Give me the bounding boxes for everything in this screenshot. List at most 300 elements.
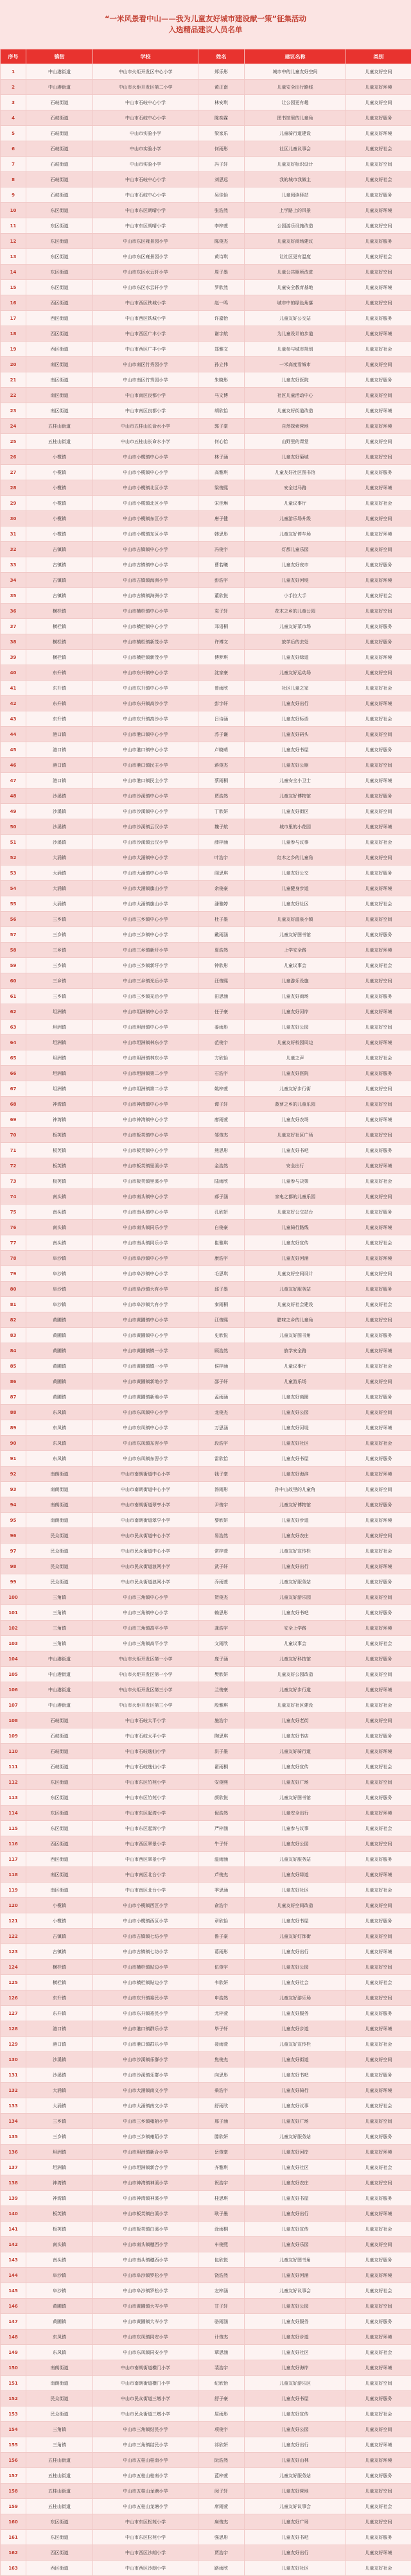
cell-index: 162 — [1, 2545, 26, 2561]
table-row — [1, 2376, 411, 2391]
table-row — [1, 234, 411, 249]
cell-name: 麻俊杰 — [198, 2514, 245, 2530]
cell-name: 路雨欣 — [198, 2561, 245, 2576]
cell-name: 潘雅婷 — [198, 896, 245, 912]
cell-town: 南朗街道 — [26, 2360, 93, 2376]
cell-town: 大涌镇 — [26, 850, 93, 866]
cell-category: 儿童友好空间 — [346, 1836, 411, 1852]
table-row — [1, 804, 411, 819]
cell-school: 中山市实验小学 — [93, 157, 198, 172]
table-row — [1, 1389, 411, 1405]
cell-category: 儿童友好服务 — [346, 1790, 411, 1806]
cell-proposal: 一米高度看城市 — [245, 357, 346, 372]
cell-category: 儿童友好社会 — [346, 2037, 411, 2052]
table-row — [1, 172, 411, 187]
cell-name: 黄正南 — [198, 80, 245, 95]
cell-school: 中山市沙溪镇中心小学 — [93, 788, 198, 804]
cell-index: 88 — [1, 1405, 26, 1420]
cell-proposal: 儿童友好书吧 — [245, 2530, 346, 2545]
cell-town: 三乡镇 — [26, 973, 93, 989]
cell-index: 38 — [1, 634, 26, 650]
cell-town: 黄圃镇 — [26, 1374, 93, 1389]
cell-proposal: 儿童友好出行 — [245, 2545, 346, 2561]
table-row — [1, 419, 411, 434]
cell-proposal: 儿童友好步道 — [245, 2329, 346, 2345]
cell-school: 中山市黄圃镇中心小学 — [93, 1312, 198, 1328]
cell-name: 钱子豪 — [198, 1466, 245, 1482]
cell-school: 中山市南区竹秀园小学 — [93, 372, 198, 388]
cell-name: 邓语桐 — [198, 619, 245, 634]
cell-name: 曹若曦 — [198, 557, 245, 573]
cell-name: 梁俊熙 — [198, 480, 245, 496]
table-row — [1, 1929, 411, 1944]
cell-index: 43 — [1, 711, 26, 727]
table-row — [1, 1728, 411, 1744]
table-row — [1, 1436, 411, 1451]
table-row — [1, 1806, 411, 1821]
cell-proposal: 我的城市我做主 — [245, 172, 346, 187]
cell-proposal: 儿童友好议事会 — [245, 2283, 346, 2299]
cell-name: 孟雨涵 — [198, 1389, 245, 1405]
cell-proposal: 儿童友好书吧 — [245, 2067, 346, 2083]
cell-school: 中山市小榄镇中心小学 — [93, 465, 198, 480]
cell-town: 民众街道 — [26, 2391, 93, 2406]
cell-town: 南朗街道 — [26, 1466, 93, 1482]
table-row — [1, 342, 411, 357]
cell-town: 三角镇 — [26, 2437, 93, 2453]
cell-school: 中山市横栏镇中心小学 — [93, 604, 198, 619]
cell-category: 儿童友好空间 — [346, 804, 411, 819]
cell-category: 儿童友好空间 — [346, 1097, 411, 1112]
cell-proposal: 儿童友好社区广场 — [245, 1127, 346, 1143]
cell-town: 小榄镇 — [26, 1898, 93, 1913]
table-row — [1, 1097, 411, 1112]
cell-name: 何雨彤 — [198, 141, 245, 157]
cell-proposal: 儿童友好服务站 — [245, 1282, 346, 1297]
cell-category: 儿童友好社会 — [346, 1975, 411, 1990]
cell-school: 中山市东凤镇东罟小学 — [93, 1451, 198, 1466]
table-row — [1, 1035, 411, 1050]
cell-town: 东区街道 — [26, 218, 93, 234]
cell-town: 坦洲镇 — [26, 2145, 93, 2160]
cell-index: 138 — [1, 2175, 26, 2191]
cell-name: 文雨欣 — [198, 1636, 245, 1651]
cell-town: 三角镇 — [26, 2422, 93, 2437]
cell-name: 陈奕霖 — [198, 110, 245, 126]
cell-category: 儿童友好社会 — [346, 141, 411, 157]
cell-proposal: 儿童友好海滨 — [245, 1466, 346, 1482]
cell-proposal: 儿童游乐场 — [245, 1374, 346, 1389]
cell-category: 儿童友好空间 — [346, 1775, 411, 1790]
table-row — [1, 1497, 411, 1513]
results-table — [0, 49, 411, 2576]
table-row — [1, 665, 411, 681]
cell-category: 儿童友好环境 — [346, 1420, 411, 1436]
table-row — [1, 1605, 411, 1621]
cell-index: 156 — [1, 2453, 26, 2468]
cell-index: 124 — [1, 1960, 26, 1975]
cell-category: 儿童友好环境 — [346, 2329, 411, 2345]
cell-index: 140 — [1, 2206, 26, 2222]
table-row — [1, 1158, 411, 1174]
cell-category: 儿童友好社会 — [346, 342, 411, 357]
cell-index: 97 — [1, 1544, 26, 1559]
cell-index: 63 — [1, 1020, 26, 1035]
cell-school: 中山市东凤镇中心小学 — [93, 1405, 198, 1420]
cell-index: 119 — [1, 1883, 26, 1898]
cell-proposal: 儿童友好街区 — [245, 804, 346, 819]
cell-category: 儿童友好空间 — [346, 295, 411, 311]
cell-category: 儿童友好社会 — [346, 958, 411, 973]
cell-index: 70 — [1, 1127, 26, 1143]
cell-town: 南头镇 — [26, 1235, 93, 1251]
cell-town: 东升镇 — [26, 1990, 93, 2006]
document-title — [0, 0, 411, 49]
cell-name: 赖思彤 — [198, 1605, 245, 1621]
cell-name: 阎思琪 — [198, 866, 245, 881]
cell-proposal: 儿童参与城市规划 — [245, 342, 346, 357]
cell-proposal: 让公园更有趣 — [245, 95, 346, 110]
cell-proposal: 儿童友好服务 — [245, 2006, 346, 2021]
table-row — [1, 64, 411, 80]
cell-category: 儿童友好空间 — [346, 1713, 411, 1728]
cell-index: 2 — [1, 80, 26, 95]
cell-category: 儿童友好服务 — [346, 2006, 411, 2021]
table-row — [1, 480, 411, 496]
cell-name: 陶思琪 — [198, 1728, 245, 1744]
cell-school: 中山市沙溪镇乐群小学 — [93, 2052, 198, 2067]
cell-proposal: 儿童友好服务站 — [245, 2129, 346, 2145]
cell-town: 石岐街道 — [26, 126, 93, 141]
cell-name: 强思彤 — [198, 2530, 245, 2545]
cell-category: 儿童友好环境 — [346, 696, 411, 711]
cell-name: 焦俊杰 — [198, 2052, 245, 2067]
cell-category: 儿童友好社会 — [346, 2160, 411, 2175]
cell-name: 章欣怡 — [198, 1913, 245, 1929]
cell-town: 南头镇 — [26, 2237, 93, 2252]
cell-name: 高雅琪 — [198, 465, 245, 480]
cell-town: 石岐街道 — [26, 110, 93, 126]
cell-category: 儿童友好空间 — [346, 1312, 411, 1328]
cell-category: 儿童友好环境 — [346, 1035, 411, 1050]
cell-town: 古镇镇 — [26, 1929, 93, 1944]
cell-proposal: 儿童友好商圈 — [245, 1389, 346, 1405]
cell-category: 儿童友好服务 — [346, 2530, 411, 2545]
cell-category: 儿童友好服务 — [346, 1282, 411, 1297]
cell-name: 涂雨桐 — [198, 2222, 245, 2237]
cell-index: 118 — [1, 1867, 26, 1883]
cell-index: 67 — [1, 1081, 26, 1097]
table-row — [1, 2561, 411, 2576]
cell-index: 157 — [1, 2468, 26, 2484]
cell-town: 石岐街道 — [26, 141, 93, 157]
cell-name: 李梓萱 — [198, 218, 245, 234]
cell-town: 小榄镇 — [26, 527, 93, 542]
cell-category: 儿童友好环境 — [346, 1513, 411, 1528]
cell-category: 儿童友好社会 — [346, 172, 411, 187]
table-row — [1, 1913, 411, 1929]
cell-school: 中山市火炬开发区第一小学 — [93, 1651, 198, 1667]
cell-proposal: 儿童友好书屋 — [245, 2391, 346, 2406]
cell-name: 董欣悦 — [198, 588, 245, 604]
table-row — [1, 2237, 411, 2252]
table-row — [1, 1790, 411, 1806]
cell-index: 145 — [1, 2283, 26, 2299]
cell-index: 87 — [1, 1389, 26, 1405]
cell-school: 中山市坦洲镇新合小学 — [93, 2145, 198, 2160]
cell-school: 中山市三角镇中心小学 — [93, 1590, 198, 1605]
cell-index: 7 — [1, 157, 26, 172]
cell-index: 44 — [1, 727, 26, 742]
cell-category: 儿童友好环境 — [346, 2437, 411, 2453]
cell-category: 儿童友好环境 — [346, 1220, 411, 1235]
table-row — [1, 1867, 411, 1883]
cell-name: 史欣悦 — [198, 1328, 245, 1343]
cell-school: 中山市小榄镇西区小学 — [93, 1913, 198, 1929]
cell-index: 35 — [1, 588, 26, 604]
cell-name: 甘子轩 — [198, 2299, 245, 2314]
table-row — [1, 2360, 411, 2376]
cell-school: 中山市东区雍景园小学 — [93, 234, 198, 249]
cell-category: 儿童友好服务 — [346, 788, 411, 804]
table-row — [1, 187, 411, 203]
cell-proposal: 儿童之声 — [245, 1050, 346, 1066]
cell-proposal: 安全出行 — [245, 1158, 346, 1174]
cell-proposal: 山野里的课堂 — [245, 434, 346, 449]
table-body — [1, 64, 411, 2576]
cell-index: 161 — [1, 2530, 26, 2545]
table-row — [1, 1513, 411, 1528]
cell-proposal: 儿童友好图书角 — [245, 2252, 346, 2268]
cell-index: 41 — [1, 681, 26, 696]
cell-index: 89 — [1, 1420, 26, 1436]
table-row — [1, 573, 411, 588]
cell-index: 148 — [1, 2329, 26, 2345]
cell-index: 37 — [1, 619, 26, 634]
cell-school: 中山市石岐太平小学 — [93, 1728, 198, 1744]
cell-town: 东升镇 — [26, 696, 93, 711]
cell-school: 中山市南区良都小学 — [93, 388, 198, 403]
cell-category: 儿童友好环境 — [346, 1112, 411, 1127]
cell-name: 向思彤 — [198, 2067, 245, 2083]
cell-name: 蓝梓萱 — [198, 2468, 245, 2484]
cell-proposal: 儿童友好广场 — [245, 1775, 346, 1790]
cell-category: 儿童友好空间 — [346, 1374, 411, 1389]
cell-category: 儿童友好环境 — [346, 1682, 411, 1698]
cell-school: 中山市五桂山长命水小学 — [93, 419, 198, 434]
cell-school: 中山市沙溪镇中心小学 — [93, 804, 198, 819]
cell-index: 126 — [1, 1990, 26, 2006]
table-row — [1, 141, 411, 157]
cell-town: 南区街道 — [26, 1867, 93, 1883]
cell-town: 东区街道 — [26, 203, 93, 218]
cell-town: 黄圃镇 — [26, 1343, 93, 1359]
cell-proposal: 图书馆里的儿童角 — [245, 110, 346, 126]
cell-name: 杜子墨 — [198, 912, 245, 927]
cell-proposal: 儿童友好河堤 — [245, 1420, 346, 1436]
table-row — [1, 2545, 411, 2561]
cell-town: 石岐街道 — [26, 157, 93, 172]
cell-proposal: 儿童安全出行路线 — [245, 80, 346, 95]
cell-town: 黄圃镇 — [26, 2299, 93, 2314]
cell-proposal: 儿童友好社区 — [245, 2160, 346, 2175]
cell-index: 59 — [1, 958, 26, 973]
cell-index: 96 — [1, 1528, 26, 1544]
cell-proposal: 儿童友好书屋 — [245, 1451, 346, 1466]
cell-index: 107 — [1, 1698, 26, 1713]
cell-town: 阜沙镇 — [26, 2268, 93, 2283]
cell-school: 中山市南头镇中心小学 — [93, 1189, 198, 1205]
cell-proposal: 放学安全路 — [245, 1343, 346, 1359]
cell-name: 康浩宇 — [198, 1251, 245, 1266]
table-row — [1, 2283, 411, 2299]
cell-name: 戴雨涵 — [198, 927, 245, 943]
header-town: 镇街 — [26, 49, 93, 64]
cell-name: 蔡雨桐 — [198, 773, 245, 788]
cell-town: 三乡镇 — [26, 2129, 93, 2145]
cell-category: 儿童友好社会 — [346, 496, 411, 511]
cell-proposal: 儿童友好书屋 — [245, 1913, 346, 1929]
header-index: 序号 — [1, 49, 26, 64]
cell-town: 东凤镇 — [26, 1436, 93, 1451]
cell-name: 夏浩然 — [198, 943, 245, 958]
table-row — [1, 2222, 411, 2237]
cell-proposal: 儿童友好宣传 — [245, 1235, 346, 1251]
table-row — [1, 1282, 411, 1297]
cell-index: 49 — [1, 804, 26, 819]
cell-category: 儿童友好空间 — [346, 727, 411, 742]
table-row — [1, 249, 411, 265]
cell-category: 儿童友好空间 — [346, 218, 411, 234]
cell-proposal: 儿童友好医院 — [245, 1066, 346, 1081]
table-row — [1, 1574, 411, 1590]
cell-proposal: 儿童友好温泉小镇 — [245, 912, 346, 927]
table-row — [1, 650, 411, 665]
cell-proposal: 儿童友好山林 — [245, 2453, 346, 2468]
cell-name: 任子豪 — [198, 1004, 245, 1020]
cell-school: 中山市东凤镇东罟小学 — [93, 1436, 198, 1451]
cell-proposal: 上学路上的风景 — [245, 203, 346, 218]
table-row — [1, 80, 411, 95]
cell-name: 陈俊杰 — [198, 234, 245, 249]
cell-school: 中山市火炬开发区第一小学 — [93, 1667, 198, 1682]
cell-category: 儿童友好社会 — [346, 249, 411, 265]
table-row — [1, 449, 411, 465]
cell-name: 滕欣妍 — [198, 2129, 245, 2145]
cell-name: 许嘉怡 — [198, 311, 245, 326]
cell-name: 钟欣彤 — [198, 958, 245, 973]
cell-category: 儿童友好空间 — [346, 2237, 411, 2252]
cell-school: 中山市坦洲镇第二小学 — [93, 1066, 198, 1081]
cell-proposal: 上学安全路 — [245, 943, 346, 958]
cell-town: 东凤镇 — [26, 2329, 93, 2345]
cell-school: 中山市南头镇穗西小学 — [93, 2237, 198, 2252]
cell-town: 港口镇 — [26, 2021, 93, 2037]
cell-school: 中山市大涌镇中心小学 — [93, 850, 198, 866]
table-row — [1, 742, 411, 758]
cell-proposal: 儿童友好商场 — [245, 989, 346, 1004]
cell-name: 邵子轩 — [198, 1374, 245, 1389]
cell-school: 中山市东升镇中心小学 — [93, 681, 198, 696]
cell-proposal: 儿童友好游乐场 — [245, 1990, 346, 2006]
cell-category: 儿童友好空间 — [346, 265, 411, 280]
cell-category: 儿童友好社会 — [346, 711, 411, 727]
cell-school: 中山市五桂山长命水小学 — [93, 434, 198, 449]
cell-town: 石岐街道 — [26, 172, 93, 187]
cell-index: 113 — [1, 1790, 26, 1806]
table-row — [1, 1143, 411, 1158]
cell-category: 儿童友好服务 — [346, 927, 411, 943]
cell-name: 申浩然 — [198, 1990, 245, 2006]
cell-name: 魏子航 — [198, 819, 245, 835]
table-row — [1, 1682, 411, 1698]
cell-category: 儿童友好空间 — [346, 95, 411, 110]
table-row — [1, 1898, 411, 1913]
cell-category: 儿童友好社会 — [346, 896, 411, 912]
cell-school: 中山市横栏镇贴边小学 — [93, 1960, 198, 1975]
cell-index: 104 — [1, 1651, 26, 1667]
cell-town: 黄圃镇 — [26, 1359, 93, 1374]
cell-town: 西区街道 — [26, 295, 93, 311]
cell-school: 中山市大涌镇南文小学 — [93, 2098, 198, 2114]
cell-category: 儿童友好环境 — [346, 480, 411, 496]
cell-proposal: 花木之乡的儿童公园 — [245, 604, 346, 619]
cell-category: 儿童友好环境 — [346, 527, 411, 542]
table-row — [1, 1066, 411, 1081]
table-row — [1, 1944, 411, 1960]
cell-index: 30 — [1, 511, 26, 527]
table-row — [1, 157, 411, 172]
cell-name: 岳俊豪 — [198, 2145, 245, 2160]
cell-category: 儿童友好社会 — [346, 2098, 411, 2114]
cell-town: 阜沙镇 — [26, 1251, 93, 1266]
table-row — [1, 1975, 411, 1990]
cell-proposal: 儿童友好公交站 — [245, 311, 346, 326]
cell-school: 中山市五桂山桂南小学 — [93, 2453, 198, 2468]
cell-town: 中山港街道 — [26, 1667, 93, 1682]
cell-name: 汤雨彤 — [198, 1482, 245, 1497]
table-row — [1, 2175, 411, 2191]
cell-proposal: 社区儿童之家 — [245, 681, 346, 696]
cell-town: 西区街道 — [26, 342, 93, 357]
cell-proposal: 儿童友好农庄 — [245, 1528, 346, 1544]
cell-proposal: 孙中山故里的儿童角 — [245, 1482, 346, 1497]
cell-category: 儿童友好空间 — [346, 2299, 411, 2314]
cell-category: 儿童友好环境 — [346, 1806, 411, 1821]
table-row — [1, 1081, 411, 1097]
table-row — [1, 2252, 411, 2268]
cell-name: 陆雨欣 — [198, 1174, 245, 1189]
cell-name: 白俊豪 — [198, 1220, 245, 1235]
cell-town: 港口镇 — [26, 727, 93, 742]
cell-school: 中山市三角镇结民小学 — [93, 2437, 198, 2453]
cell-proposal: 放学后的去处 — [245, 634, 346, 650]
table-row — [1, 1821, 411, 1836]
cell-category: 儿童友好服务 — [346, 234, 411, 249]
cell-town: 沙溪镇 — [26, 819, 93, 835]
cell-school: 中山市古镇镇中心小学 — [93, 557, 198, 573]
cell-category: 儿童友好空间 — [346, 665, 411, 681]
cell-town: 东升镇 — [26, 665, 93, 681]
cell-category: 儿童友好服务 — [346, 465, 411, 480]
cell-index: 47 — [1, 773, 26, 788]
cell-index: 106 — [1, 1682, 26, 1698]
cell-school: 中山市横栏镇新茂小学 — [93, 650, 198, 665]
table-row — [1, 819, 411, 835]
cell-name: 吕诗涵 — [198, 711, 245, 727]
table-row — [1, 2067, 411, 2083]
table-row — [1, 1883, 411, 1898]
